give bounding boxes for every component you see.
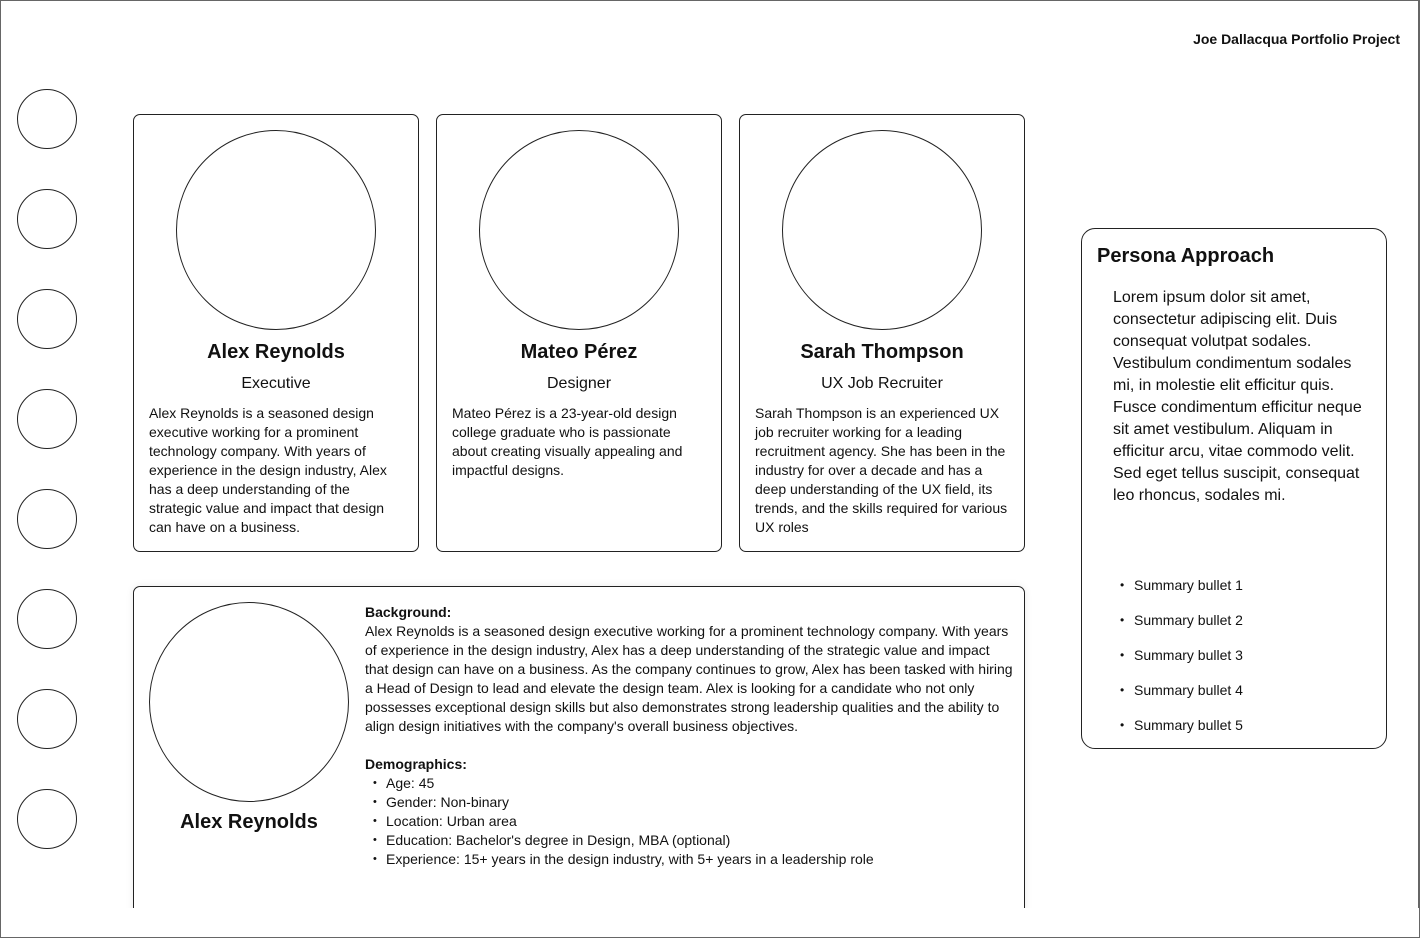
persona-description: Alex Reynolds is a seasoned design executive working for a prominent technology company. With years of experience in the design industry, Alex has a deep understanding of the strategic value and impact that design can have on a business. [149, 405, 387, 535]
persona-detail-panel [133, 586, 1025, 926]
background-text: Alex Reynolds is a seasoned design executive working for a prominent technology company. With years of experience in the design industry, Alex has a deep understanding of the strategic value and impact that design can have on a business. As the company continues to grow, Alex has been tasked with hiring a Head of Design to lead and elevate the design team. Alex is looking for a candidate who not only possesses exceptional design skills but also demonstrates strong leadership qualities and the ability to align design initiatives with the company's overall business objectives. [365, 623, 1013, 734]
avatar [782, 130, 982, 330]
nav-dot-2[interactable] [17, 189, 77, 249]
project-title: Joe Dallacqua Portfolio Project [1193, 31, 1400, 47]
persona-card-sarah[interactable] [739, 114, 1025, 552]
demographic-item: • Education: Bachelor's degree in Design, MBA (optional) [373, 831, 1015, 850]
persona-role: Designer [546, 375, 612, 392]
nav-dot-4[interactable] [17, 389, 77, 449]
summary-bullet: • Summary bullet 4 [1120, 680, 1243, 715]
avatar [176, 130, 376, 330]
nav-dot-8[interactable] [17, 789, 77, 849]
nav-dot-6[interactable] [17, 589, 77, 649]
demographics-list [365, 774, 1015, 869]
persona-card-mateo[interactable] [436, 114, 722, 552]
background-label: Background: [365, 604, 452, 620]
demographic-item: • Location: Urban area [373, 812, 1015, 831]
persona-name: Alex Reynolds [207, 341, 345, 363]
persona-name: Sarah Thompson [800, 341, 964, 363]
detail-avatar [149, 602, 349, 802]
demographics-label: Demographics: [365, 756, 467, 772]
nav-dot-3[interactable] [17, 289, 77, 349]
persona-description: Mateo Pérez is a 23-year-old design college graduate who is passionate about creating visually appealing and impactful designs. [452, 405, 683, 478]
nav-dot-1[interactable] [17, 89, 77, 149]
persona-role: Executive [241, 375, 311, 392]
summary-bullet: • Summary bullet 3 [1120, 645, 1243, 680]
summary-bullet: • Summary bullet 2 [1120, 610, 1243, 645]
spacer [365, 736, 1015, 755]
persona-role: UX Job Recruiter [821, 375, 943, 392]
nav-dot-5[interactable] [17, 489, 77, 549]
summary-bullet-list [1120, 575, 1243, 750]
demographic-item: • Experience: 15+ years in the design industry, with 5+ years in a leadership role [373, 850, 1015, 869]
summary-bullet: • Summary bullet 5 [1120, 715, 1243, 750]
detail-persona-name: Alex Reynolds [180, 811, 318, 833]
viewport-clip [1, 908, 1419, 937]
persona-name: Mateo Pérez [520, 341, 638, 363]
persona-card-alex[interactable] [133, 114, 419, 552]
avatar [479, 130, 679, 330]
nav-dot-7[interactable] [17, 689, 77, 749]
persona-approach-panel [1081, 228, 1387, 749]
summary-bullet: • Summary bullet 1 [1120, 575, 1243, 610]
approach-body: Lorem ipsum dolor sit amet, consectetur adipiscing elit. Duis consequat volutpat sodales. Vestibulum condimentum sodales mi, in molestie elit efficitur quis. Fusce condimentum efficitur neque sit amet vestibulum. Aliquam in efficitur arcu, vitae commodo velit. Sed eget tellus suscipit, consequat leo rhoncus, sodales mi. [1113, 289, 1362, 504]
demographic-item: • Gender: Non-binary [373, 793, 1015, 812]
demographic-item: • Age: 45 [373, 774, 1015, 793]
detail-content [365, 603, 1015, 869]
approach-title: Persona Approach [1097, 245, 1275, 267]
persona-description: Sarah Thompson is an experienced UX job recruiter working for a leading recruitment agency. She has been in the industry for over a decade and has a deep understanding of the UX field, its trends, and the skills required for various UX roles [755, 405, 1008, 535]
